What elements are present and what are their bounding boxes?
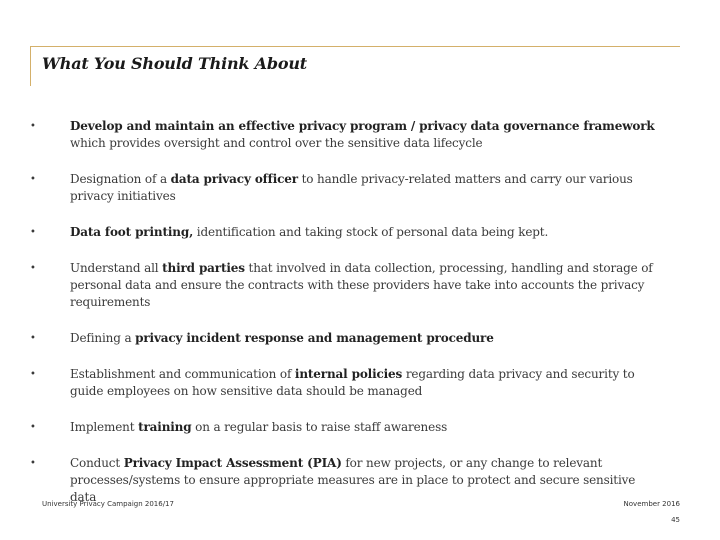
bullet-dot-icon: •: [30, 227, 36, 238]
bullet-text: [70, 367, 635, 398]
footer-page-number: 45: [671, 516, 680, 524]
bullet-segment: regarding data privacy and security to guide employees on how sensitive data should be managed: [70, 367, 635, 398]
bullet-emphasis: data privacy officer: [170, 172, 298, 186]
bullet-emphasis: training: [138, 420, 192, 434]
title-divider-tick: [30, 46, 31, 86]
slide-title: What You Should Think About: [42, 54, 307, 73]
bullet-item: [30, 260, 660, 311]
title-divider: [30, 46, 680, 47]
bullet-text: [70, 172, 633, 203]
bullet-segment: Defining a: [70, 331, 136, 345]
bullet-text: [70, 456, 635, 504]
bullet-segment: which provides oversight and control over the sensitive data lifecycle: [70, 136, 483, 150]
bullet-item: [30, 366, 660, 400]
bullet-segment: Understand all: [70, 261, 163, 275]
bullet-segment: Establishment and communication of: [70, 367, 295, 381]
bullet-segment: to handle privacy-related matters and carry our various privacy initiatives: [70, 172, 633, 203]
bullet-text: [70, 261, 653, 309]
footer-campaign-label: University Privacy Campaign 2016/17: [42, 500, 174, 508]
bullet-text: [70, 331, 494, 345]
bullet-segment: Conduct: [70, 456, 124, 470]
bullet-emphasis: Privacy Impact Assessment (PIA): [123, 456, 342, 470]
footer-date: November 2016: [623, 500, 680, 508]
bullet-segment: for new projects, or any change to relevant processes/systems to ensure appropriate measures are in place to protect and secure sensitive data: [70, 456, 636, 504]
bullet-dot-icon: •: [30, 369, 36, 380]
bullet-segment: identification and taking stock of personal data being kept.: [193, 225, 549, 239]
bullet-text: [70, 225, 548, 239]
bullet-item: [30, 455, 660, 506]
bullet-emphasis: internal policies: [294, 367, 403, 381]
bullet-segment: Implement: [70, 420, 139, 434]
bullet-emphasis: privacy incident response and management procedure: [135, 331, 494, 345]
bullet-segment: Designation of a: [70, 172, 171, 186]
bullet-segment: that involved in data collection, processing, handling and storage of personal data and ensure the contracts with these providers have take into accounts the privacy requirements: [70, 261, 653, 309]
footer-meta: [624, 496, 680, 528]
bullet-text: [70, 420, 447, 434]
bullet-dot-icon: •: [30, 422, 36, 433]
bullet-segment: on a regular basis to raise staff awareness: [191, 420, 448, 434]
bullet-dot-icon: •: [30, 174, 36, 185]
bullet-dot-icon: •: [30, 121, 36, 132]
bullet-dot-icon: •: [30, 458, 36, 469]
bullet-emphasis: Develop and maintain an effective privacy program / privacy data governance framework: [70, 119, 655, 133]
bullet-item: [30, 171, 660, 205]
bullet-dot-icon: •: [30, 263, 36, 274]
bullet-item: [30, 224, 660, 241]
bullet-list: [30, 118, 660, 506]
bullet-emphasis: Data foot printing,: [70, 225, 194, 239]
bullet-item: [30, 330, 660, 347]
bullet-emphasis: third parties: [162, 261, 245, 275]
bullet-item: [30, 118, 660, 152]
bullet-item: [30, 419, 660, 436]
bullet-text: [70, 119, 655, 150]
bullet-dot-icon: •: [30, 333, 36, 344]
